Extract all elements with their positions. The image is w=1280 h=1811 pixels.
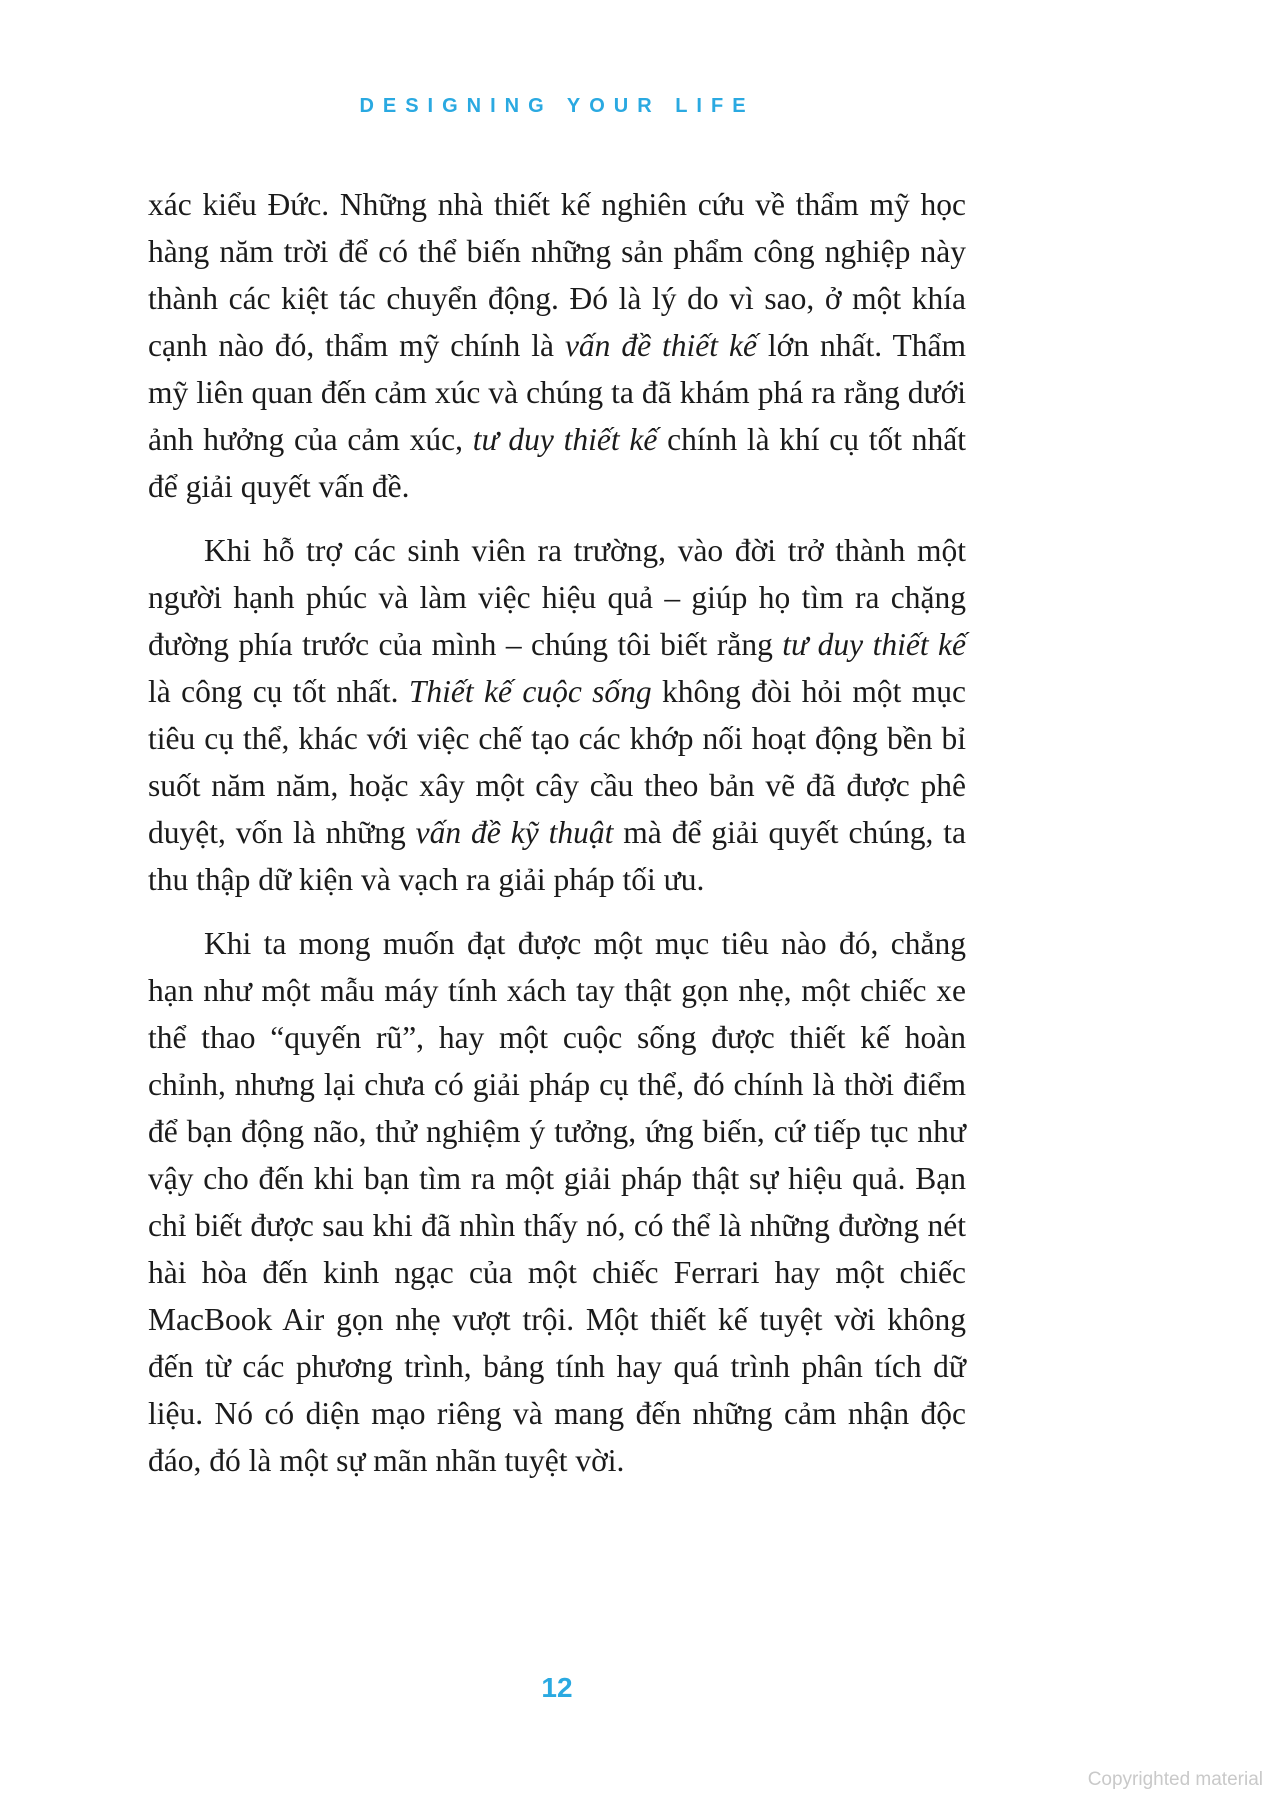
- italic-run: tư duy thiết kế: [472, 422, 658, 457]
- text-run: xác kiểu Đức. Những nhà thiết kế nghiên cứu về thẩm mỹ học hàng năm trời để có thể biến những sản phẩm công nghiệp này thành các kiệt tác chuyển động. Đó là lý do vì sao, ở một khía cạnh nào đó, thẩm mỹ chính là: [148, 187, 966, 363]
- text-run: chính là khí cụ tốt nhất để giải quyết vấn đề.: [148, 422, 967, 504]
- copyright-note: Copyrighted material: [1087, 1769, 1263, 1790]
- running-header: DESIGNING YOUR LIFE: [359, 95, 755, 117]
- paragraph: [148, 920, 966, 1484]
- italic-run: tư duy thiết kế: [782, 627, 966, 662]
- text-run: mà để giải quyết chúng, ta thu thập dữ kiện và vạch ra giải pháp tối ưu.: [148, 815, 966, 897]
- text-run: lớn nhất. Thẩm mỹ liên quan đến cảm xúc và chúng ta đã khám phá ra rằng dưới ảnh hưởng của cảm xúc,: [148, 328, 966, 457]
- italic-run: vấn đề kỹ thuật: [415, 815, 614, 850]
- page-number: 12: [541, 1672, 573, 1703]
- text-run: là công cụ tốt nhất.: [148, 674, 409, 709]
- italic-run: Thiết kế cuộc sống: [408, 674, 652, 709]
- paragraph: [148, 181, 966, 510]
- body-text: [148, 181, 966, 1501]
- italic-run: vấn đề thiết kế: [564, 328, 757, 363]
- text-run: không đòi hỏi một mục tiêu cụ thể, khác với việc chế tạo các khớp nối hoạt động bền bỉ suốt năm năm, hoặc xây một cây cầu theo bản vẽ đã được phê duyệt, vốn là những: [148, 674, 967, 850]
- text-run: Khi hỗ trợ các sinh viên ra trường, vào đời trở thành một người hạnh phúc và làm việc hiệu quả – giúp họ tìm ra chặng đường phía trước của mình – chúng tôi biết rằng: [148, 533, 966, 662]
- paragraph: [148, 527, 966, 903]
- text-run: Khi ta mong muốn đạt được một mục tiêu nào đó, chẳng hạn như một mẫu máy tính xách tay thật gọn nhẹ, một chiếc xe thể thao “quyến rũ”, hay một cuộc sống được thiết kế hoàn chỉnh, nhưng lại chưa có giải pháp cụ thể, đó chính là thời điểm để bạn động não, thử nghiệm ý tưởng, ứng biến, cứ tiếp tục như vậy cho đến khi bạn tìm ra một giải pháp thật sự hiệu quả. Bạn chỉ biết được sau khi đã nhìn thấy nó, có thể là những đường nét hài hòa đến kinh ngạc của một chiếc Ferrari hay một chiếc MacBook Air gọn nhẹ vượt trội. Một thiết kế tuyệt vời không đến từ các phương trình, bảng tính hay quá trình phân tích dữ liệu. Nó có diện mạo riêng và mang đến những cảm nhận độc đáo, đó là một sự mãn nhãn tuyệt vời.: [148, 926, 966, 1478]
